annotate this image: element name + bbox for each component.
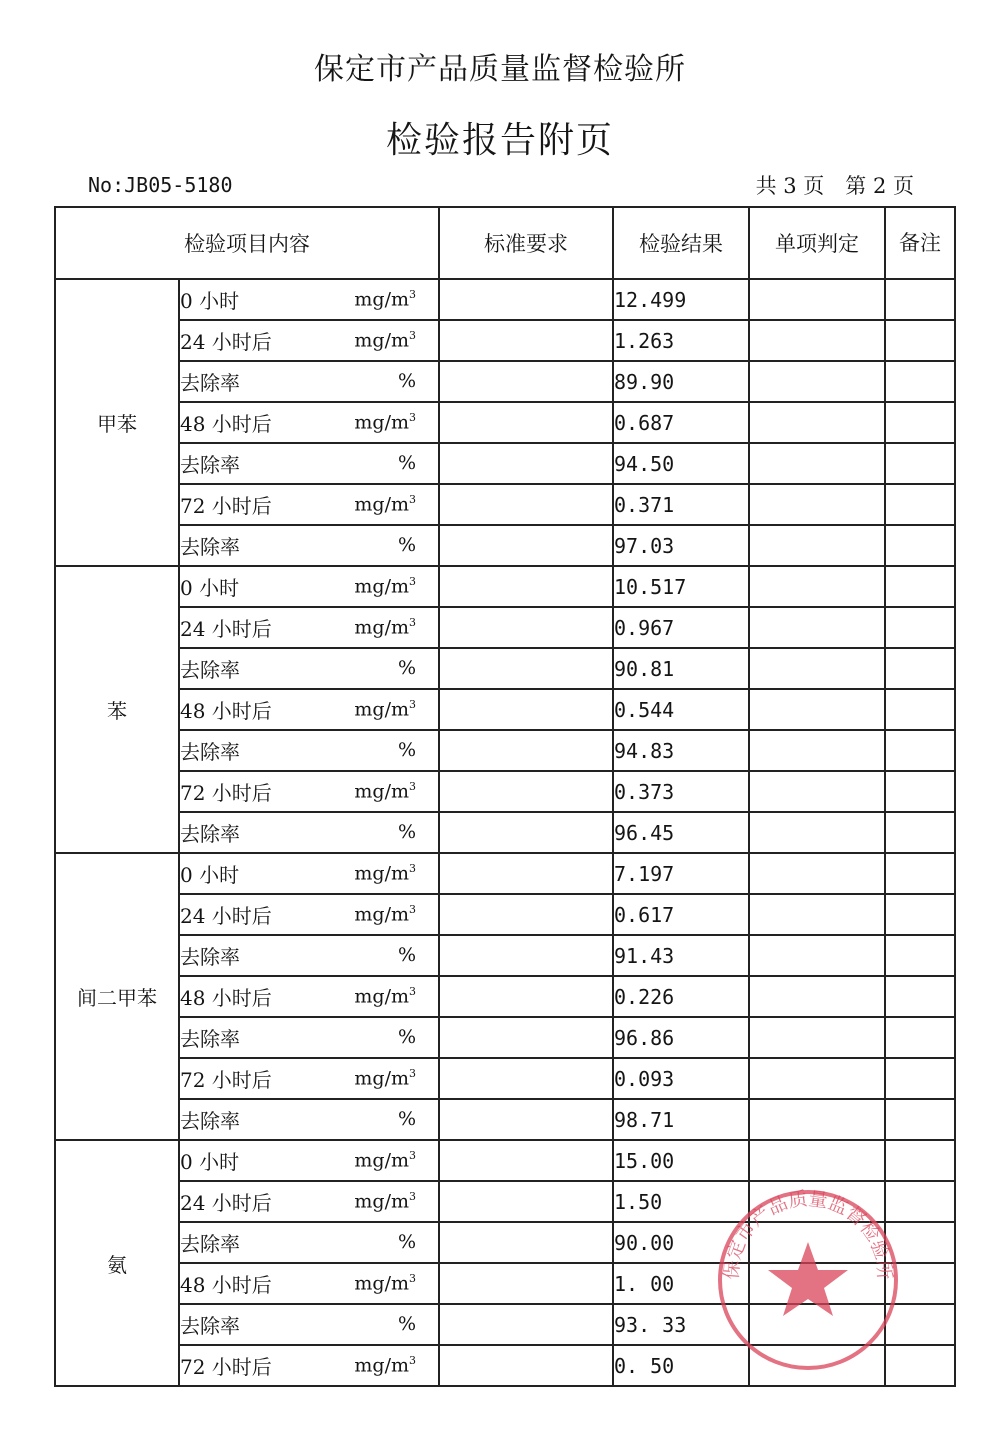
table-row — [55, 279, 955, 320]
table-row — [55, 935, 955, 976]
remark-cell — [885, 1058, 955, 1099]
sub-item — [179, 484, 439, 525]
standard-cell — [439, 894, 613, 935]
judgment-cell — [749, 771, 885, 812]
judgment-cell — [749, 812, 885, 853]
table-row — [55, 1017, 955, 1058]
unit-text: mg/m — [354, 903, 409, 926]
sub-item — [179, 853, 439, 894]
sub-item — [179, 935, 439, 976]
unit-text: mg/m — [354, 1354, 409, 1377]
remark-cell — [885, 1099, 955, 1140]
page-title: 检验报告附页 — [385, 120, 614, 161]
table-header-row — [55, 207, 955, 279]
remark-cell — [885, 525, 955, 566]
standard-cell — [439, 607, 613, 648]
standard-cell — [439, 279, 613, 320]
unit-text: % — [397, 944, 416, 966]
unit-superscript: 3 — [409, 698, 416, 711]
sub-item-unit — [398, 370, 416, 392]
sub-item-label: 去除率 — [180, 371, 240, 395]
table-row — [55, 812, 955, 853]
judgment-cell — [749, 320, 885, 361]
col-item-header: 检验项目内容 — [55, 207, 439, 279]
unit-text: mg/m — [354, 329, 409, 352]
organization-name: 保定市产品质量监督检验所 — [314, 52, 686, 87]
sub-item-unit — [354, 575, 416, 597]
remark-cell — [885, 566, 955, 607]
unit-text: mg/m — [354, 985, 409, 1008]
sub-item-label: 去除率 — [180, 1109, 240, 1133]
standard-cell — [439, 1222, 613, 1263]
sub-item-unit — [354, 1149, 416, 1171]
remark-cell — [885, 771, 955, 812]
sub-item-unit — [354, 616, 416, 638]
table-row — [55, 730, 955, 771]
standard-cell — [439, 648, 613, 689]
judgment-cell — [749, 525, 885, 566]
sub-item — [179, 648, 439, 689]
sub-item-unit — [354, 903, 416, 925]
sub-item-label: 去除率 — [180, 822, 240, 846]
col-result-header: 检验结果 — [613, 207, 749, 279]
table-row — [55, 566, 955, 607]
unit-superscript: 3 — [409, 1149, 416, 1162]
judgment-cell — [749, 279, 885, 320]
sub-item-label: 去除率 — [180, 945, 240, 969]
sub-item-label: 24 小时后 — [180, 904, 272, 928]
result-cell: 15.00 — [613, 1140, 749, 1181]
sub-item-unit — [354, 288, 416, 310]
unit-text: % — [397, 821, 416, 843]
sub-item — [179, 525, 439, 566]
standard-cell — [439, 689, 613, 730]
sub-item — [179, 1017, 439, 1058]
sub-item — [179, 689, 439, 730]
sub-item-unit — [354, 780, 416, 802]
sub-item-unit — [398, 1026, 416, 1048]
unit-superscript: 3 — [409, 616, 416, 629]
standard-cell — [439, 935, 613, 976]
standard-cell — [439, 1099, 613, 1140]
sub-item-label: 去除率 — [180, 740, 240, 764]
result-cell: 98.71 — [613, 1099, 749, 1140]
sub-item — [179, 976, 439, 1017]
result-cell: 96.86 — [613, 1017, 749, 1058]
remark-cell — [885, 320, 955, 361]
sub-item-unit — [398, 1313, 416, 1335]
unit-text: mg/m — [354, 616, 409, 639]
sub-item-unit — [398, 1108, 416, 1130]
result-cell: 0. 50 — [613, 1345, 749, 1386]
remark-cell — [885, 402, 955, 443]
result-cell: 89.90 — [613, 361, 749, 402]
sub-item-unit — [398, 944, 416, 966]
table-row — [55, 443, 955, 484]
sub-item-unit — [398, 1231, 416, 1253]
table-row — [55, 607, 955, 648]
judgment-cell — [749, 361, 885, 402]
remark-cell — [885, 935, 955, 976]
sub-item-label: 去除率 — [180, 535, 240, 559]
unit-text: mg/m — [354, 780, 409, 803]
result-cell: 7.197 — [613, 853, 749, 894]
sub-item-label: 0 小时 — [180, 1150, 240, 1174]
judgment-cell — [749, 443, 885, 484]
sub-item — [179, 771, 439, 812]
sub-item-label: 去除率 — [180, 1027, 240, 1051]
item-name: 甲苯 — [55, 279, 179, 566]
sub-item — [179, 402, 439, 443]
sub-item — [179, 1099, 439, 1140]
result-cell: 10.517 — [613, 566, 749, 607]
sub-item-label: 24 小时后 — [180, 617, 272, 641]
sub-item-unit — [354, 698, 416, 720]
judgment-cell — [749, 484, 885, 525]
unit-superscript: 3 — [409, 780, 416, 793]
svg-text:保定市产品质量监督检验所: 保定市产品质量监督检验所 — [720, 1187, 896, 1281]
judgment-cell — [749, 1058, 885, 1099]
unit-text: % — [397, 739, 416, 761]
table-row — [55, 402, 955, 443]
result-cell: 0.687 — [613, 402, 749, 443]
unit-text: mg/m — [354, 1067, 409, 1090]
standard-cell — [439, 525, 613, 566]
item-name: 氨 — [55, 1140, 179, 1386]
sub-item-label: 72 小时后 — [180, 494, 272, 518]
table-row — [55, 976, 955, 1017]
sub-item-unit — [398, 452, 416, 474]
standard-cell — [439, 1263, 613, 1304]
unit-superscript: 3 — [409, 1190, 416, 1203]
standard-cell — [439, 1345, 613, 1386]
sub-item — [179, 1222, 439, 1263]
judgment-cell — [749, 1099, 885, 1140]
sub-item-label: 24 小时后 — [180, 1191, 272, 1215]
result-cell: 1. 00 — [613, 1263, 749, 1304]
table-row — [55, 1140, 955, 1181]
unit-text: mg/m — [354, 1149, 409, 1172]
sub-item — [179, 566, 439, 607]
remark-cell — [885, 1140, 955, 1181]
result-cell: 90.00 — [613, 1222, 749, 1263]
table-row — [55, 484, 955, 525]
unit-text: % — [397, 1313, 416, 1335]
sub-item — [179, 443, 439, 484]
sub-item-label: 72 小时后 — [180, 1355, 272, 1379]
sub-item-label: 0 小时 — [180, 576, 240, 600]
result-cell: 0.967 — [613, 607, 749, 648]
sub-item-label: 去除率 — [180, 1232, 240, 1256]
remark-cell — [885, 730, 955, 771]
sub-item-label: 48 小时后 — [180, 1273, 272, 1297]
standard-cell — [439, 976, 613, 1017]
result-cell: 93. 33 — [613, 1304, 749, 1345]
unit-superscript: 3 — [409, 985, 416, 998]
table-row — [55, 320, 955, 361]
remark-cell — [885, 279, 955, 320]
sub-item-unit — [398, 534, 416, 556]
sub-item-unit — [354, 1272, 416, 1294]
judgment-cell — [749, 1140, 885, 1181]
sub-item — [179, 730, 439, 771]
official-seal — [708, 1180, 908, 1380]
standard-cell — [439, 1181, 613, 1222]
unit-text: % — [397, 1231, 416, 1253]
unit-text: mg/m — [354, 493, 409, 516]
table-row — [55, 894, 955, 935]
unit-superscript: 3 — [409, 1067, 416, 1080]
table-row — [55, 525, 955, 566]
standard-cell — [439, 484, 613, 525]
standard-cell — [439, 402, 613, 443]
standard-cell — [439, 1304, 613, 1345]
standard-cell — [439, 320, 613, 361]
judgment-cell — [749, 689, 885, 730]
remark-cell — [885, 976, 955, 1017]
unit-superscript: 3 — [409, 1354, 416, 1367]
judgment-cell — [749, 402, 885, 443]
col-standard-header: 标准要求 — [439, 207, 613, 279]
sub-item-unit — [398, 739, 416, 761]
judgment-cell — [749, 648, 885, 689]
table-row — [55, 853, 955, 894]
remark-cell — [885, 443, 955, 484]
unit-superscript: 3 — [409, 903, 416, 916]
sub-item-label: 去除率 — [180, 453, 240, 477]
result-cell: 0.093 — [613, 1058, 749, 1099]
unit-superscript: 3 — [409, 288, 416, 301]
judgment-cell — [749, 935, 885, 976]
result-cell: 97.03 — [613, 525, 749, 566]
result-cell: 94.50 — [613, 443, 749, 484]
table-row — [55, 361, 955, 402]
sub-item-label: 0 小时 — [180, 289, 240, 313]
sub-item-label: 72 小时后 — [180, 781, 272, 805]
remark-cell — [885, 648, 955, 689]
sub-item — [179, 1058, 439, 1099]
unit-text: % — [397, 1026, 416, 1048]
result-cell: 1.263 — [613, 320, 749, 361]
result-cell: 12.499 — [613, 279, 749, 320]
table-row — [55, 689, 955, 730]
sub-item-unit — [354, 411, 416, 433]
unit-text: mg/m — [354, 411, 409, 434]
remark-cell — [885, 484, 955, 525]
sub-item-label: 48 小时后 — [180, 986, 272, 1010]
standard-cell — [439, 566, 613, 607]
item-name: 苯 — [55, 566, 179, 853]
unit-text: % — [397, 370, 416, 392]
judgment-cell — [749, 607, 885, 648]
unit-text: mg/m — [354, 1190, 409, 1213]
standard-cell — [439, 443, 613, 484]
sub-item — [179, 1263, 439, 1304]
remark-cell — [885, 853, 955, 894]
remark-cell — [885, 361, 955, 402]
sub-item — [179, 1140, 439, 1181]
sub-item — [179, 812, 439, 853]
result-cell: 0.544 — [613, 689, 749, 730]
report-number: No:JB05-5180 — [88, 173, 233, 197]
result-cell: 96.45 — [613, 812, 749, 853]
sub-item — [179, 279, 439, 320]
standard-cell — [439, 361, 613, 402]
sub-item — [179, 320, 439, 361]
result-cell: 1.50 — [613, 1181, 749, 1222]
standard-cell — [439, 1140, 613, 1181]
sub-item-label: 72 小时后 — [180, 1068, 272, 1092]
table-row — [55, 1099, 955, 1140]
sub-item — [179, 1345, 439, 1386]
judgment-cell — [749, 566, 885, 607]
unit-superscript: 3 — [409, 493, 416, 506]
sub-item — [179, 607, 439, 648]
result-cell: 0.371 — [613, 484, 749, 525]
unit-text: % — [397, 534, 416, 556]
col-judgment-header: 单项判定 — [749, 207, 885, 279]
remark-cell — [885, 1017, 955, 1058]
unit-text: mg/m — [354, 575, 409, 598]
sub-item — [179, 1304, 439, 1345]
sub-item — [179, 361, 439, 402]
item-name: 间二甲苯 — [55, 853, 179, 1140]
table-row — [55, 1058, 955, 1099]
standard-cell — [439, 812, 613, 853]
sub-item-unit — [398, 821, 416, 843]
sub-item-unit — [354, 1067, 416, 1089]
unit-text: mg/m — [354, 288, 409, 311]
sub-item-unit — [398, 657, 416, 679]
sub-item-unit — [354, 329, 416, 351]
judgment-cell — [749, 894, 885, 935]
sub-item-unit — [354, 862, 416, 884]
unit-text: mg/m — [354, 1272, 409, 1295]
judgment-cell — [749, 1017, 885, 1058]
remark-cell — [885, 607, 955, 648]
sub-item-unit — [354, 985, 416, 1007]
result-cell: 90.81 — [613, 648, 749, 689]
unit-superscript: 3 — [409, 411, 416, 424]
unit-text: mg/m — [354, 862, 409, 885]
result-cell: 0.373 — [613, 771, 749, 812]
remark-cell — [885, 812, 955, 853]
col-remark-header: 备注 — [885, 207, 955, 279]
unit-text: mg/m — [354, 698, 409, 721]
unit-superscript: 3 — [409, 575, 416, 588]
sub-item-unit — [354, 493, 416, 515]
unit-superscript: 3 — [409, 329, 416, 342]
sub-item-label: 0 小时 — [180, 863, 240, 887]
unit-text: % — [397, 657, 416, 679]
result-cell: 0.226 — [613, 976, 749, 1017]
sub-item-label: 48 小时后 — [180, 699, 272, 723]
standard-cell — [439, 730, 613, 771]
remark-cell — [885, 894, 955, 935]
result-cell: 94.83 — [613, 730, 749, 771]
table-row — [55, 771, 955, 812]
unit-text: % — [397, 1108, 416, 1130]
standard-cell — [439, 853, 613, 894]
judgment-cell — [749, 976, 885, 1017]
unit-superscript: 3 — [409, 862, 416, 875]
standard-cell — [439, 1017, 613, 1058]
result-cell: 0.617 — [613, 894, 749, 935]
standard-cell — [439, 771, 613, 812]
unit-text: % — [397, 452, 416, 474]
sub-item-label: 去除率 — [180, 1314, 240, 1338]
result-cell: 91.43 — [613, 935, 749, 976]
standard-cell — [439, 1058, 613, 1099]
sub-item-unit — [354, 1354, 416, 1376]
sub-item-unit — [354, 1190, 416, 1212]
table-row — [55, 648, 955, 689]
unit-superscript: 3 — [409, 1272, 416, 1285]
page-info: 共 3 页 第 2 页 — [755, 174, 914, 198]
remark-cell — [885, 689, 955, 730]
judgment-cell — [749, 853, 885, 894]
sub-item — [179, 1181, 439, 1222]
sub-item-label: 24 小时后 — [180, 330, 272, 354]
sub-item — [179, 894, 439, 935]
sub-item-label: 去除率 — [180, 658, 240, 682]
judgment-cell — [749, 730, 885, 771]
sub-item-label: 48 小时后 — [180, 412, 272, 436]
